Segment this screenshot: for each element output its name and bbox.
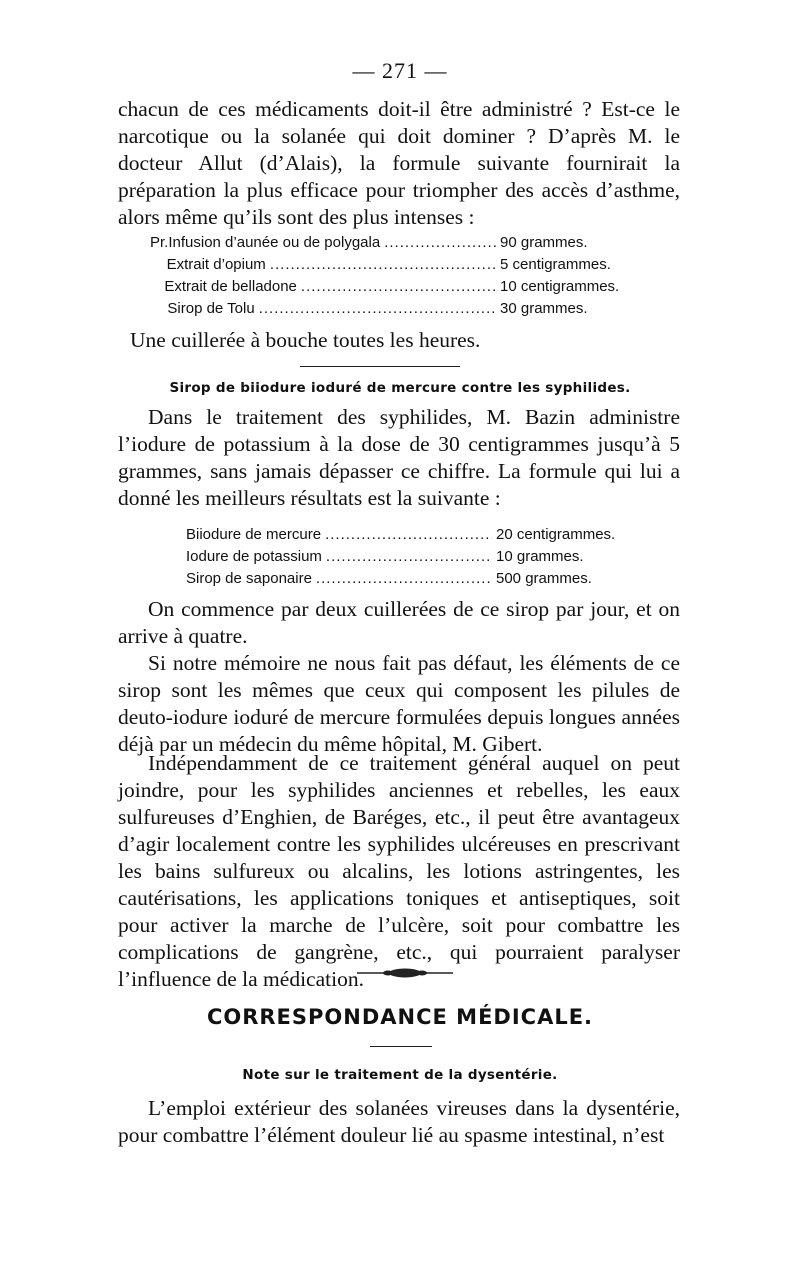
- ornament-divider: [355, 966, 455, 980]
- formula-row: [150, 232, 650, 254]
- paragraph-traitement-local: Indépendamment de ce traitement général auquel on peut joindre, pour les syphilides anciennes et rebelles, les eaux sulfureuses d’Enghien, de Baréges, etc., il peut être avantageux d’agir localement contre les syphilides ulcéreuses en prescrivant les bains sulfureux ou alcalins, les lotions astringentes, les cautérisations, les applications toniques et antiseptiques, soit pour activer la marche de l’ulcère, soit pour combattre les complications de gangrène, etc., qui pourraient paralyser l’influence de la médication.: [118, 751, 680, 991]
- ingredient-name: Infusion d’aunée ou de polygala: [168, 234, 381, 251]
- formula-row: [186, 524, 646, 546]
- leader-dots: [259, 298, 496, 320]
- leader-dots: [384, 232, 496, 254]
- formula-row: [150, 254, 650, 276]
- ingredient-quantity: 500 grammes.: [496, 570, 592, 587]
- ingredient-name: Sirop de saponaire: [186, 570, 312, 587]
- separator-rule: [300, 366, 460, 367]
- formula-asthme: [150, 232, 650, 320]
- paragraph-memoire: Si notre mémoire ne nous fait pas défaut, les éléments de ce sirop sont les mêmes que ceux qui composent les pilules de deuto-iodure ioduré de mercure formulées depuis longues années déjà par un médecin du même hôpital, M. Gibert.: [118, 651, 680, 756]
- ingredient-name: Extrait de belladone: [164, 278, 297, 295]
- formula-row: [150, 298, 650, 320]
- paragraph-posologie: On commence par deux cuillerées de ce sirop par jour, et on arrive à quatre.: [118, 597, 680, 648]
- subheading-note: Note sur le traitement de la dysentérie.: [242, 1067, 558, 1083]
- paragraph-dosage: Une cuillerée à bouche toutes les heures.: [130, 328, 481, 352]
- ingredient-quantity: 10 grammes.: [496, 548, 584, 565]
- ingredient-name: Iodure de potassium: [186, 548, 322, 565]
- paragraph-bazin: Dans le traitement des syphilides, M. Bazin administre l’iodure de potassium à la dose de 30 centigrammes jusqu’à 5 grammes, sans jamais dépasser ce chiffre. La formule qui lui a donné les meilleurs résultats est la suivante :: [118, 405, 680, 510]
- leader-dots: [316, 568, 492, 590]
- ingredient-name: Extrait d’opium: [166, 256, 266, 273]
- section-rule: [370, 1046, 432, 1047]
- subheading-sirop: Sirop de biiodure ioduré de mercure contre les syphilides.: [169, 380, 631, 396]
- ingredient-quantity: 20 centigrammes.: [496, 526, 616, 543]
- ingredient-quantity: 30 grammes.: [500, 300, 588, 317]
- leader-dots: [326, 546, 492, 568]
- section-title: CORRESPONDANCE MÉDICALE.: [206, 1005, 594, 1029]
- ingredient-quantity: 5 centigrammes.: [500, 256, 611, 273]
- formula-row: [186, 546, 646, 568]
- ingredient-quantity: 90 grammes.: [500, 234, 588, 251]
- page-number: — 271 —: [352, 58, 448, 83]
- paragraph-dysenterie: L’emploi extérieur des solanées vireuses dans la dysentérie, pour combattre l’élément douleur lié au spasme intestinal, n’est: [118, 1096, 680, 1147]
- ingredient-name: Sirop de Tolu: [167, 300, 255, 317]
- ingredient-quantity: 10 centigrammes.: [500, 278, 620, 295]
- formula-row: [186, 568, 646, 590]
- leader-dots: [325, 524, 492, 546]
- leader-dots: [270, 254, 496, 276]
- formula-syphilides: [186, 524, 646, 590]
- formula-prefix: Pr.: [150, 234, 169, 251]
- leader-dots: [301, 276, 496, 298]
- ingredient-name: Biiodure de mercure: [186, 526, 322, 543]
- paragraph-intro: chacun de ces médicaments doit-il être administré ? Est-ce le narcotique ou la solanée qui doit dominer ? D’après M. le docteur Allut (d’Alais), la formule suivante fournirait la préparation la plus efficace pour triompher des accès d’asthme, alors même qu’ils sont des plus intenses :: [118, 97, 680, 229]
- formula-row: [150, 276, 650, 298]
